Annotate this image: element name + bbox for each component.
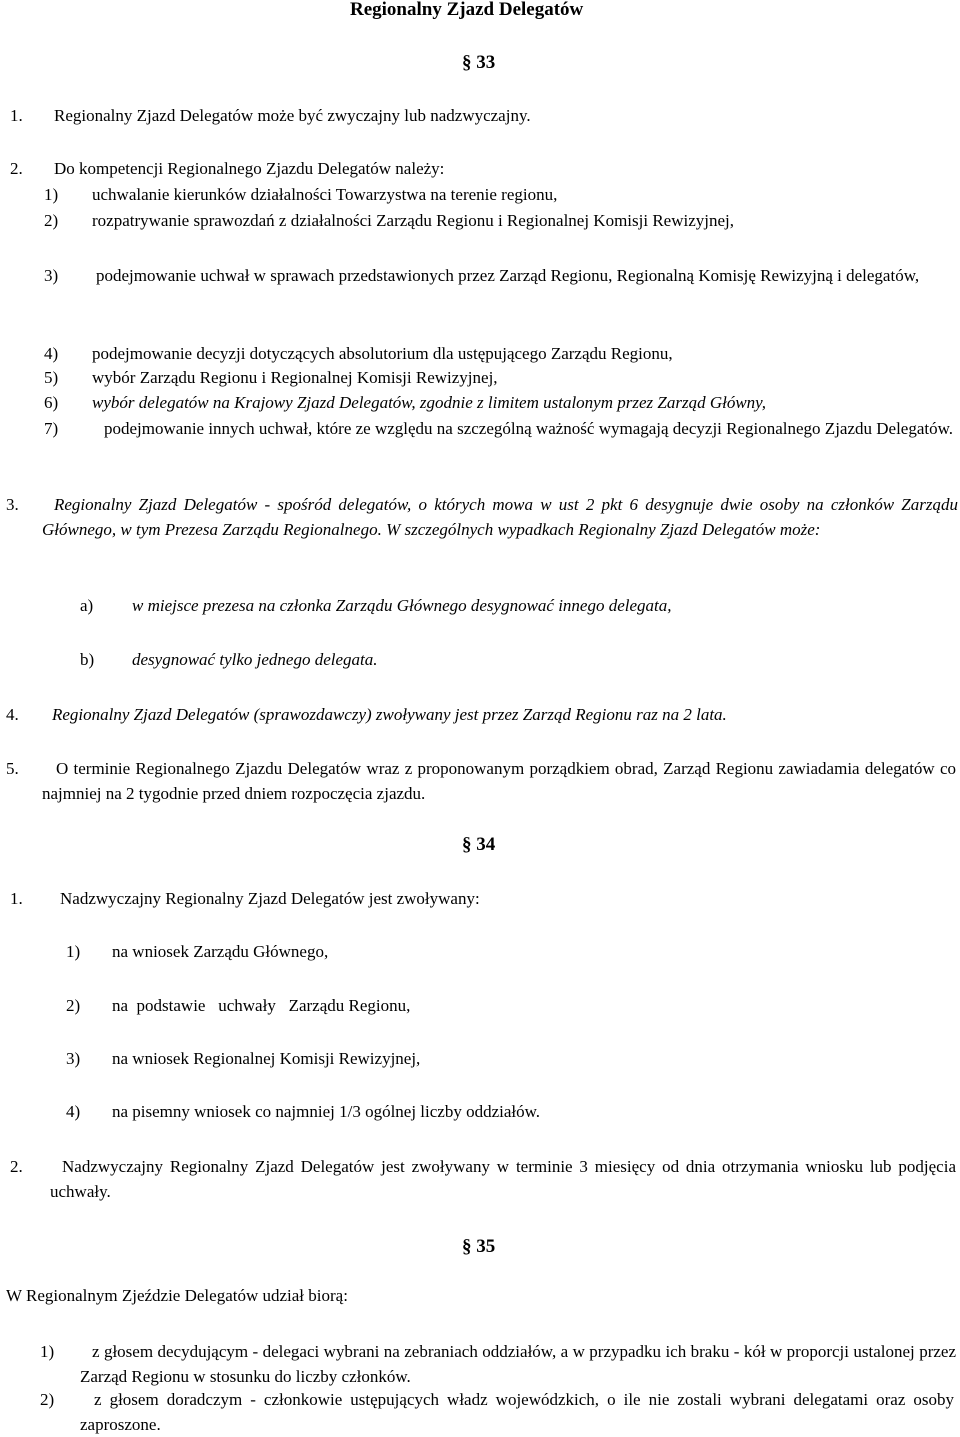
list-item-number: 3) — [66, 1049, 81, 1068]
list-item-number: 2) — [44, 211, 59, 230]
list-item: desygnować tylko jednego delegata. — [132, 650, 378, 669]
list-item: na pisemny wniosek co najmniej 1/3 ogólnej liczby oddziałów. — [112, 1102, 541, 1121]
paragraph-35-intro: W Regionalnym Zjeździe Delegatów udział biorą: — [6, 1286, 348, 1305]
paragraph-33-1: Regionalny Zjazd Delegatów może być zwyczajny lub nadzwyczajny. — [54, 106, 531, 125]
list-item-number: 2) — [40, 1390, 55, 1409]
list-item-number: 3) — [44, 266, 59, 285]
list-item: na wniosek Regionalnej Komisji Rewizyjnej, — [112, 1049, 421, 1068]
list-item: wybór Zarządu Regionu i Regionalnej Komisji Rewizyjnej, — [92, 368, 498, 387]
paragraph-33-5: O terminie Regionalnego Zjazdu Delegatów wraz z proponowanym porządkiem obrad, Zarząd Regionu zawiadamia delegatów co najmniej na 2 tygodnie przed dniem rozpoczęcia zjazdu. — [42, 759, 956, 803]
paragraph-33-2-number: 2. — [10, 159, 23, 178]
list-item: z głosem decydującym - delegaci wybrani na zebraniach oddziałów, a w przypadku ich braku - kół w proporcji ustalonej przez Zarząd Regionu w stosunku do liczby członków. — [80, 1342, 956, 1386]
list-item-number: 1) — [40, 1342, 55, 1361]
list-item: uchwalanie kierunków działalności Towarzystwa na terenie regionu, — [92, 185, 558, 204]
list-item-number: 5) — [44, 368, 59, 387]
list-item-number: 7) — [44, 419, 59, 438]
paragraph-34-1: Nadzwyczajny Regionalny Zjazd Delegatów jest zwoływany: — [60, 889, 480, 908]
list-item: wybór delegatów na Krajowy Zjazd Delegatów, zgodnie z limitem ustalonym przez Zarząd Główny, — [92, 393, 767, 412]
list-item: podejmowanie innych uchwał, które ze względu na szczególną ważność wymagają decyzji Regionalnego Zjazdu Delegatów. — [104, 419, 954, 438]
list-item: na podstawie uchwały Zarządu Regionu, — [112, 996, 411, 1015]
section-heading-34: § 34 — [462, 834, 496, 855]
list-item-number: b) — [80, 650, 95, 669]
list-item-number: 4) — [66, 1102, 81, 1121]
paragraph-33-3-number: 3. — [6, 495, 19, 514]
paragraph-33-4-number: 4. — [6, 705, 19, 724]
list-item-number: a) — [80, 596, 94, 615]
list-item: z głosem doradczym - członkowie ustępujących władz wojewódzkich, o ile nie zostali wybrani delegatami oraz osoby zaproszone. — [80, 1390, 954, 1434]
list-item: na wniosek Zarządu Głównego, — [112, 942, 329, 961]
section-heading-33: § 33 — [462, 52, 496, 73]
list-item-number: 2) — [66, 996, 81, 1015]
list-item: podejmowanie uchwał w sprawach przedstawionych przez Zarząd Regionu, Regionalną Komisję Rewizyjną i delegatów, — [96, 266, 920, 285]
list-item: podejmowanie decyzji dotyczących absolutorium dla ustępującego Zarządu Regionu, — [92, 344, 673, 363]
paragraph-34-2-number: 2. — [10, 1157, 23, 1176]
paragraph-33-5-number: 5. — [6, 759, 19, 778]
paragraph-33-4: Regionalny Zjazd Delegatów (sprawozdawczy) zwoływany jest przez Zarząd Regionu raz na 2 lata. — [52, 705, 727, 724]
list-item: rozpatrywanie sprawozdań z działalności Zarządu Regionu i Regionalnej Komisji Rewizyjnej, — [92, 211, 735, 230]
list-item-number: 6) — [44, 393, 59, 412]
list-item-number: 1) — [66, 942, 81, 961]
paragraph-34-2: Nadzwyczajny Regionalny Zjazd Delegatów jest zwoływany w terminie 3 miesięcy od dnia otrzymania wniosku lub podjęcia uchwały. — [50, 1157, 956, 1201]
list-item: w miejsce prezesa na członka Zarządu Głównego desygnować innego delegata, — [132, 596, 672, 615]
page-title: Regionalny Zjazd Delegatów — [350, 0, 584, 20]
paragraph-34-1-number: 1. — [10, 889, 23, 908]
list-item-number: 4) — [44, 344, 59, 363]
paragraph-33-3: Regionalny Zjazd Delegatów - spośród delegatów, o których mowa w ust 2 pkt 6 desygnuje dwie osoby na członków Zarządu Głównego, w tym Prezesa Zarządu Regionalnego. W szczególnych wypadkach Regionalny Zjazd Delegatów może: — [42, 495, 958, 539]
list-item-number: 1) — [44, 185, 59, 204]
paragraph-33-1-number: 1. — [10, 106, 23, 125]
paragraph-33-2: Do kompetencji Regionalnego Zjazdu Delegatów należy: — [54, 159, 445, 178]
section-heading-35: § 35 — [462, 1236, 496, 1257]
